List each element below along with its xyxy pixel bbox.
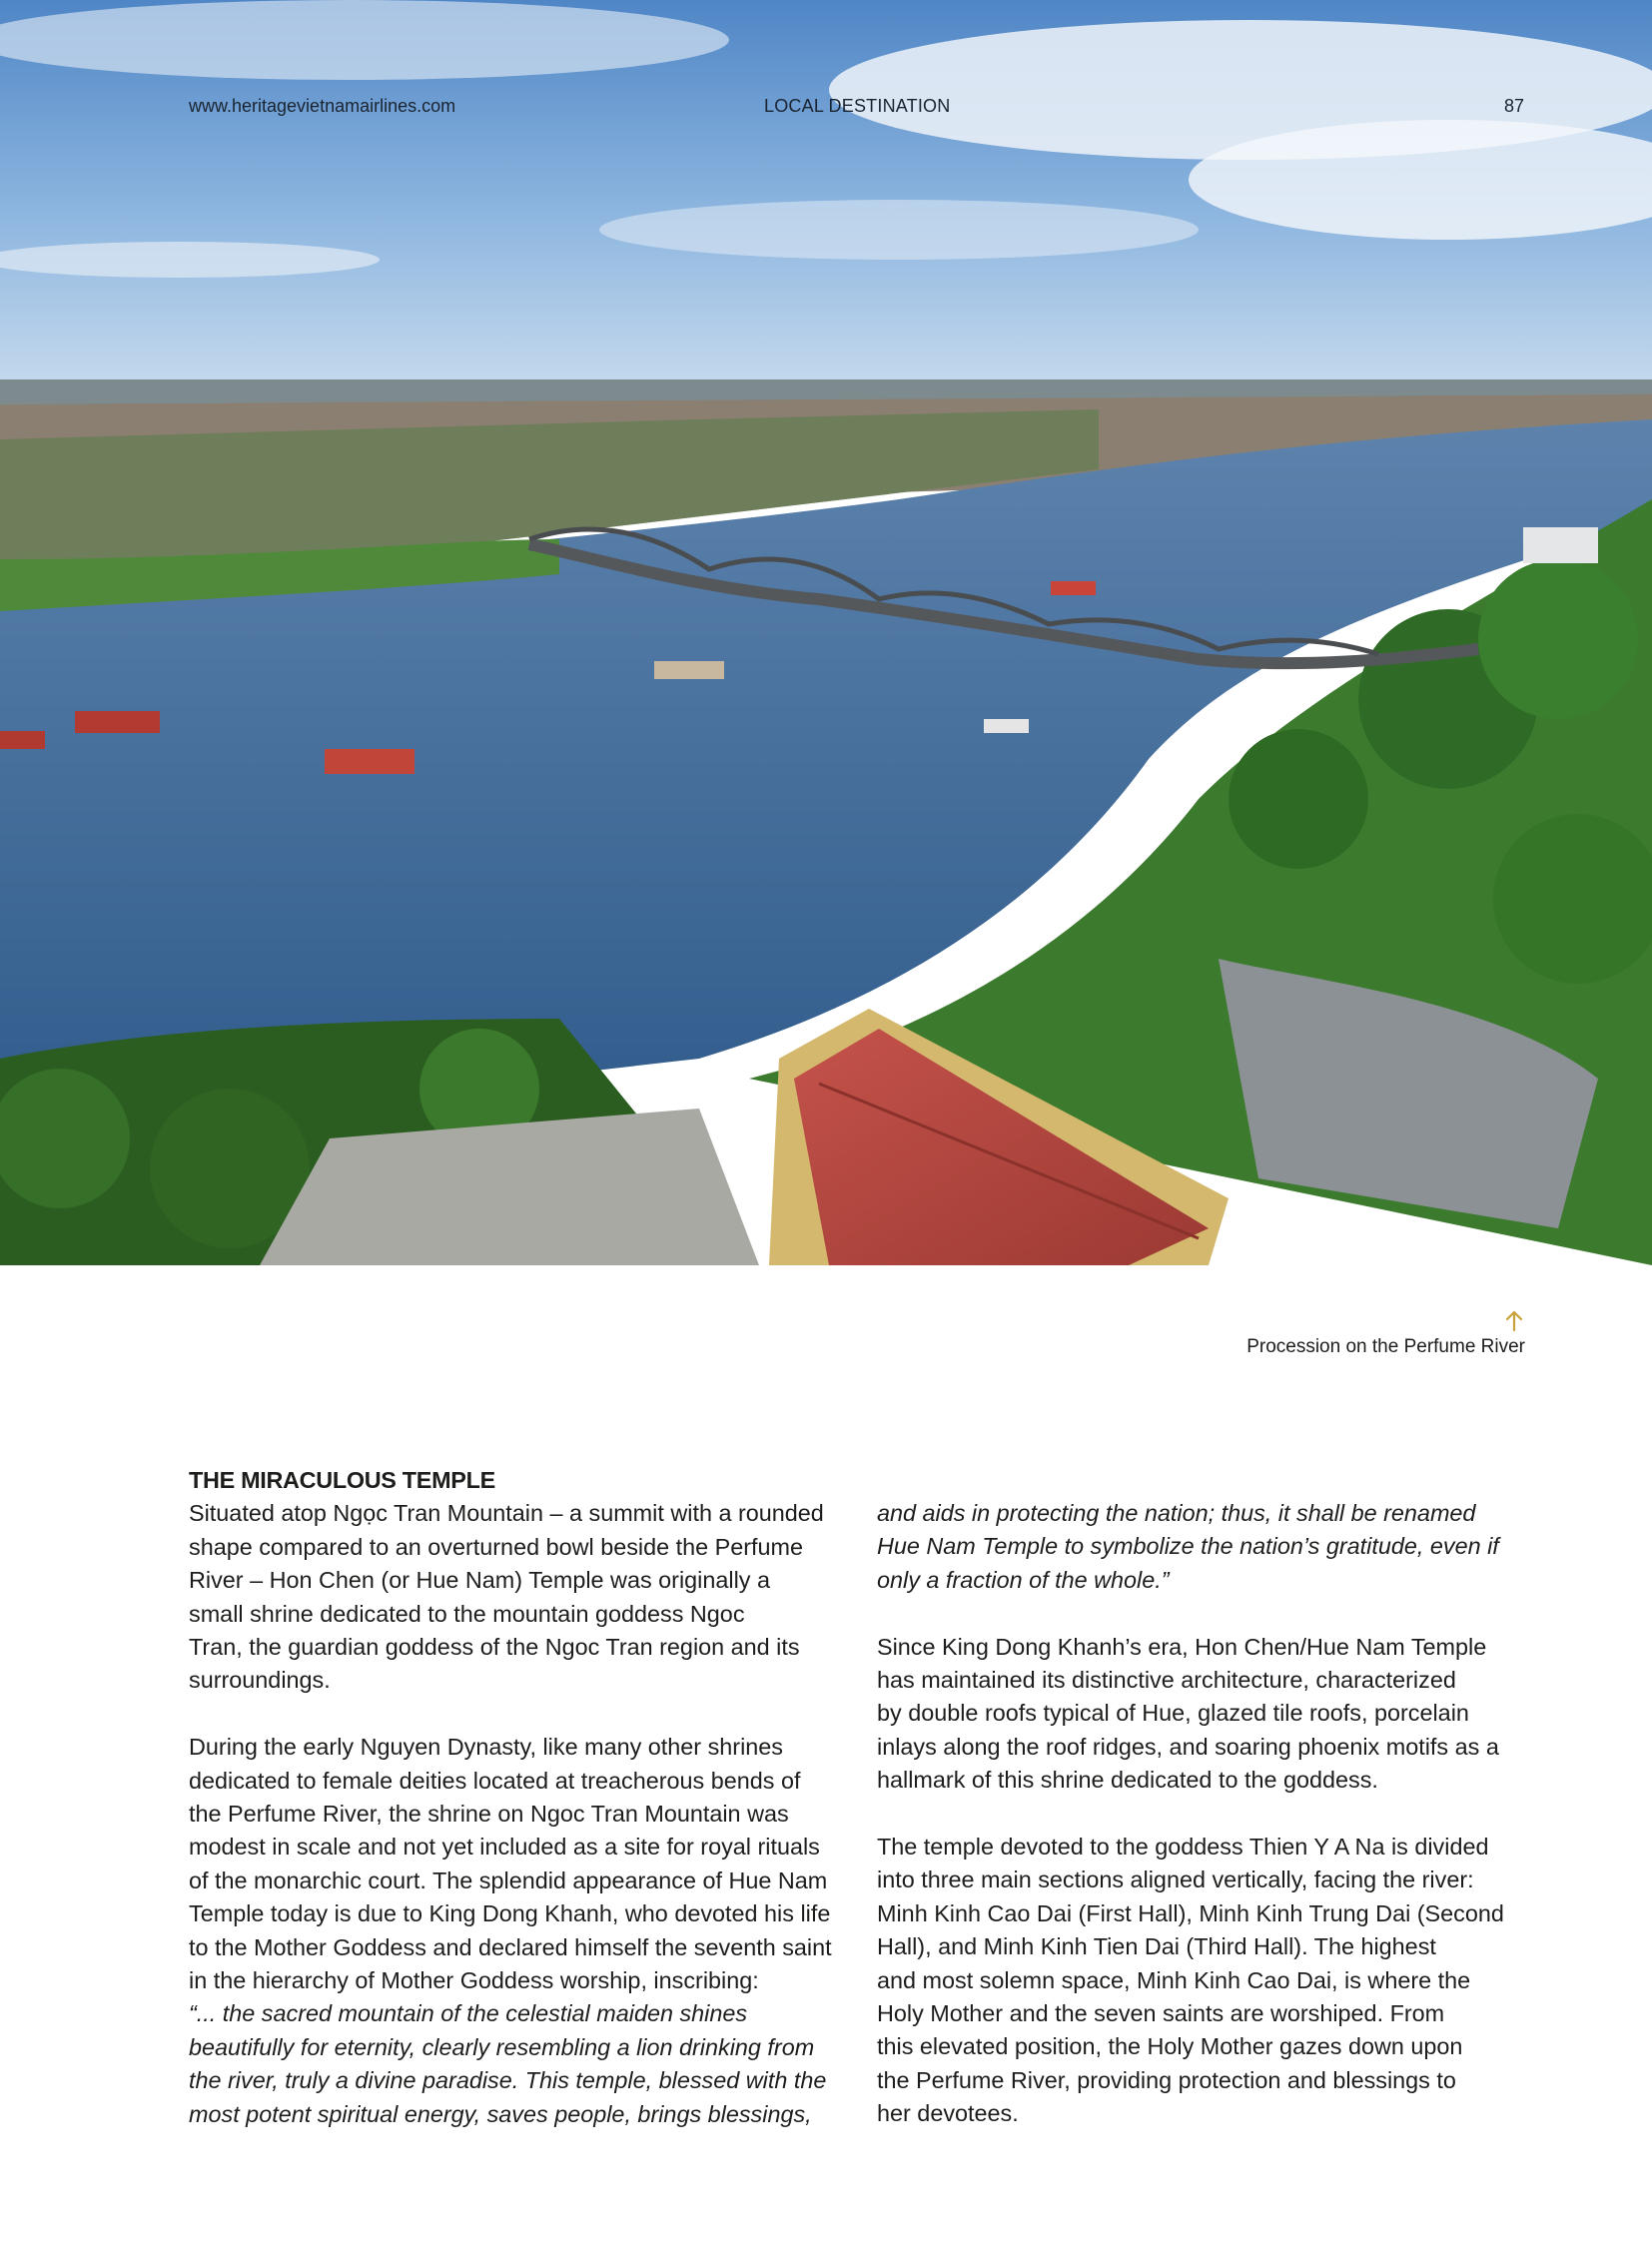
article-right-column [877,1497,1526,2164]
text-line: dedicated to female deities located at treacherous bends of [189,1767,801,1794]
arrow-up-icon [1504,1310,1524,1332]
section-title: LOCAL DESTINATION [764,96,951,116]
text-line: the Perfume River, providing protection and blessings to [877,2066,1456,2093]
text-line: by double roofs typical of Hue, glazed tile roofs, porcelain [877,1700,1469,1727]
text-line: Hall), and Minh Kinh Tien Dai (Third Hall). The highest [877,1933,1436,1960]
paragraph-intro [189,1497,848,1697]
text-line: inlays along the roof ridges, and soaring phoenix motifs as a [877,1733,1499,1760]
page-number: 87 [1504,96,1525,116]
quote-line: Hue Nam Temple to symbolize the nation’s gratitude, even if [877,1533,1499,1560]
article-left-column [189,1464,848,2165]
text-line: During the early Nguyen Dynasty, like many other shrines [189,1734,783,1761]
text-line: Since King Dong Khanh’s era, Hon Chen/Hue Nam Temple [877,1633,1487,1660]
text-line: modest in scale and not yet included as a site for royal rituals [189,1834,820,1861]
text-line: The temple devoted to the goddess Thien Y A Na is divided [877,1834,1489,1861]
photo-caption: Procession on the Perfume River [1246,1336,1525,1357]
text-line: hallmark of this shrine dedicated to the goddess. [877,1767,1378,1794]
text-line: surroundings. [189,1667,331,1694]
paragraph-three-halls [877,1831,1526,2131]
website-url[interactable]: www.heritagevietnamairlines.com [189,96,456,116]
text-line: the Perfume River, the shrine on Ngoc Tran Mountain was [189,1801,789,1828]
text-line: shape compared to an overturned bowl beside the Perfume [189,1533,804,1560]
paragraph-architecture [877,1631,1526,1798]
quote-continuation [877,1497,1526,1597]
text-line: Tran, the guardian goddess of the Ngoc Tran region and its [189,1634,800,1661]
text-line: of the monarchic court. The splendid appearance of Hue Nam [189,1867,828,1893]
text-line: to the Mother Goddess and declared himself the seventh saint [189,1933,832,1960]
text-line: small shrine dedicated to the mountain goddess Ngoc [189,1600,745,1627]
text-line: Minh Kinh Cao Dai (First Hall), Minh Kinh Trung Dai (Second [877,1899,1504,1926]
text-line: Temple today is due to King Dong Khanh, who devoted his life [189,1900,831,1927]
text-line: River – Hon Chen (or Hue Nam) Temple was originally a [189,1567,770,1594]
text-line: Holy Mother and the seven saints are worshiped. From [877,2000,1445,2027]
text-line: her devotees. [877,2100,1019,2127]
quote-line: beautifully for eternity, clearly resembling a lion drinking from [189,2033,815,2060]
quote-line: “... the sacred mountain of the celestial maiden shines [189,2000,748,2027]
quote-line: most potent spiritual energy, saves people, brings blessings, [189,2100,812,2127]
text-line: into three main sections aligned vertically, facing the river: [877,1867,1474,1893]
quote-line: the river, truly a divine paradise. This temple, blessed with the [189,2067,827,2094]
quote-line: only a fraction of the whole.” [877,1566,1170,1593]
text-line: this elevated position, the Holy Mother gazes down upon [877,2033,1463,2060]
article-heading: THE MIRACULOUS TEMPLE [189,1467,495,1493]
text-line: has maintained its distinctive architecture, characterized [877,1667,1456,1694]
text-line: and most solemn space, Minh Kinh Cao Dai, is where the [877,1966,1471,1993]
paragraph-nguyen-dynasty [189,1731,848,2131]
quote-line: and aids in protecting the nation; thus, it shall be renamed [877,1500,1476,1526]
text-line: in the hierarchy of Mother Goddess worship, inscribing: [189,1967,759,1994]
running-head [0,96,1652,124]
text-line: Situated atop Ngọc Tran Mountain – a summit with a rounded [189,1500,824,1527]
